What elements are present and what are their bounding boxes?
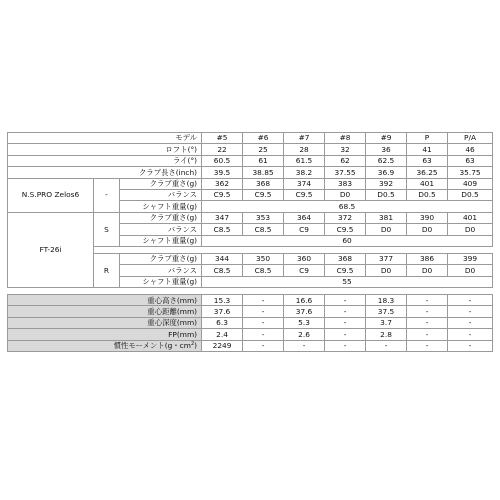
spacer-row (8, 288, 493, 295)
spec-value: 5.3 (284, 317, 325, 328)
club-weight-value: 377 (366, 253, 407, 264)
balance-value: D0 (325, 189, 366, 200)
club-weight-value: 347 (202, 212, 243, 223)
balance-value: D0 (366, 265, 407, 276)
spec-label (8, 340, 202, 351)
spec-row (8, 306, 493, 317)
spec-value: - (407, 329, 448, 340)
column-header: #6 (243, 133, 284, 144)
spec-label-end: ) (194, 341, 198, 351)
header-row (8, 133, 493, 144)
general-row (8, 155, 493, 166)
spec-value: - (243, 340, 284, 351)
general-value: 36.25 (407, 167, 448, 178)
general-value: 38.2 (284, 167, 325, 178)
general-value: 36 (366, 144, 407, 155)
column-header: #5 (202, 133, 243, 144)
spec-value: - (243, 295, 284, 306)
club-weight-value: 362 (202, 178, 243, 189)
spec-value: - (243, 329, 284, 340)
spec-value: - (325, 317, 366, 328)
club-weight-value: 401 (407, 178, 448, 189)
column-header: #7 (284, 133, 325, 144)
club-weight-value: 386 (407, 253, 448, 264)
sub-label: クラブ重さ(g) (120, 253, 202, 264)
balance-value: C9.5 (202, 189, 243, 200)
spec-label-sup: 2 (190, 341, 195, 348)
spec-value: - (325, 340, 366, 351)
spec-label: 重心高さ(mm) (8, 295, 202, 306)
balance-value: D0 (407, 265, 448, 276)
spec-label: 重心距離(mm) (8, 306, 202, 317)
sub-label: シャフト重量(g) (120, 276, 202, 287)
spec-value: - (407, 317, 448, 328)
general-value: 60.5 (202, 155, 243, 166)
spec-value: - (448, 317, 493, 328)
sub-label: シャフト重量(g) (120, 201, 202, 212)
balance-value: D0.5 (366, 189, 407, 200)
club-weight-value: 383 (325, 178, 366, 189)
shaft-flex: - (94, 178, 120, 212)
shaft-club-weight-row (8, 178, 493, 189)
balance-value: C8.5 (202, 224, 243, 235)
spec-value: 37.6 (202, 306, 243, 317)
general-value: 38.85 (243, 167, 284, 178)
spec-table (7, 132, 493, 352)
spacer (8, 288, 493, 295)
general-value: 28 (284, 144, 325, 155)
general-value: 37.55 (325, 167, 366, 178)
spec-value: 2.4 (202, 329, 243, 340)
club-weight-value: 381 (366, 212, 407, 223)
spec-label-text: 慣性モーメント(g・cm (113, 341, 191, 351)
club-weight-value: 399 (448, 253, 493, 264)
general-row (8, 167, 493, 178)
general-value: 46 (448, 144, 493, 155)
general-value: 61.5 (284, 155, 325, 166)
balance-value: C9.5 (325, 265, 366, 276)
spec-value: 18.3 (366, 295, 407, 306)
sub-label: バランス (120, 189, 202, 200)
general-row (8, 144, 493, 155)
sub-label: バランス (120, 265, 202, 276)
spacer (94, 246, 493, 253)
general-value: 22 (202, 144, 243, 155)
general-label: ロフト(°) (8, 144, 202, 155)
shaft-weight-value: 68.5 (202, 201, 493, 212)
club-weight-value: 372 (325, 212, 366, 223)
general-value: 39.5 (202, 167, 243, 178)
spec-value: - (325, 295, 366, 306)
header-label: モデル (8, 133, 202, 144)
spec-value: 16.6 (284, 295, 325, 306)
balance-value: D0.5 (448, 189, 493, 200)
spec-row (8, 317, 493, 328)
spec-value: - (448, 295, 493, 306)
balance-value: C8.5 (243, 265, 284, 276)
shaft-weight-value: 55 (202, 276, 493, 287)
spec-value: - (448, 340, 493, 351)
balance-value: C9 (284, 224, 325, 235)
balance-value: C9.5 (284, 189, 325, 200)
column-header: P (407, 133, 448, 144)
balance-value: D0 (366, 224, 407, 235)
club-weight-value: 344 (202, 253, 243, 264)
spec-row (8, 295, 493, 306)
club-weight-value: 350 (243, 253, 284, 264)
general-value: 62 (325, 155, 366, 166)
general-value: 63 (448, 155, 493, 166)
spec-row (8, 340, 493, 351)
spec-value: 15.3 (202, 295, 243, 306)
general-value: 35.75 (448, 167, 493, 178)
club-weight-value: 368 (243, 178, 284, 189)
spec-value: - (407, 295, 448, 306)
shaft-name: FT-26i (8, 212, 94, 287)
general-label: クラブ長さ(inch) (8, 167, 202, 178)
general-value: 36.9 (366, 167, 407, 178)
club-weight-value: 409 (448, 178, 493, 189)
spec-value: - (407, 340, 448, 351)
club-weight-value: 353 (243, 212, 284, 223)
club-weight-value: 390 (407, 212, 448, 223)
club-weight-value: 392 (366, 178, 407, 189)
general-value: 32 (325, 144, 366, 155)
shaft-weight-value: 60 (202, 235, 493, 246)
general-value: 25 (243, 144, 284, 155)
balance-value: C8.5 (202, 265, 243, 276)
balance-value: C8.5 (243, 224, 284, 235)
sub-label: クラブ重さ(g) (120, 178, 202, 189)
column-header: #9 (366, 133, 407, 144)
spec-value: - (243, 317, 284, 328)
spec-label: 重心深度(mm) (8, 317, 202, 328)
balance-value: D0 (407, 224, 448, 235)
sub-label: バランス (120, 224, 202, 235)
spec-label: FP(mm) (8, 329, 202, 340)
balance-value: D0 (448, 224, 493, 235)
spec-value: - (243, 306, 284, 317)
balance-value: D0.5 (407, 189, 448, 200)
balance-value: C9 (284, 265, 325, 276)
balance-value: C9.5 (325, 224, 366, 235)
spec-value: - (366, 340, 407, 351)
spec-row (8, 329, 493, 340)
spec-value: - (448, 329, 493, 340)
spec-value: 2249 (202, 340, 243, 351)
shaft-name: N.S.PRO Zelos6 (8, 178, 94, 212)
spec-value: 3.7 (366, 317, 407, 328)
spec-value: 2.6 (284, 329, 325, 340)
general-value: 63 (407, 155, 448, 166)
shaft-flex: S (94, 212, 120, 246)
club-weight-value: 364 (284, 212, 325, 223)
club-weight-value: 401 (448, 212, 493, 223)
club-weight-value: 368 (325, 253, 366, 264)
shaft-flex: R (94, 253, 120, 287)
spec-value: - (407, 306, 448, 317)
shaft-club-weight-row (8, 212, 493, 223)
general-value: 41 (407, 144, 448, 155)
balance-value: D0 (448, 265, 493, 276)
spec-value: 37.5 (366, 306, 407, 317)
column-header: #8 (325, 133, 366, 144)
general-label: ライ(°) (8, 155, 202, 166)
spec-value: - (325, 329, 366, 340)
balance-value: C9.5 (243, 189, 284, 200)
spec-value: - (448, 306, 493, 317)
spec-value: - (284, 340, 325, 351)
club-weight-value: 374 (284, 178, 325, 189)
spec-value: 2.8 (366, 329, 407, 340)
sub-label: シャフト重量(g) (120, 235, 202, 246)
column-header: P/A (448, 133, 493, 144)
club-weight-value: 360 (284, 253, 325, 264)
sub-label: クラブ重さ(g) (120, 212, 202, 223)
general-value: 61 (243, 155, 284, 166)
spec-value: - (325, 306, 366, 317)
spec-value: 37.6 (284, 306, 325, 317)
spec-value: 6.3 (202, 317, 243, 328)
general-value: 62.5 (366, 155, 407, 166)
